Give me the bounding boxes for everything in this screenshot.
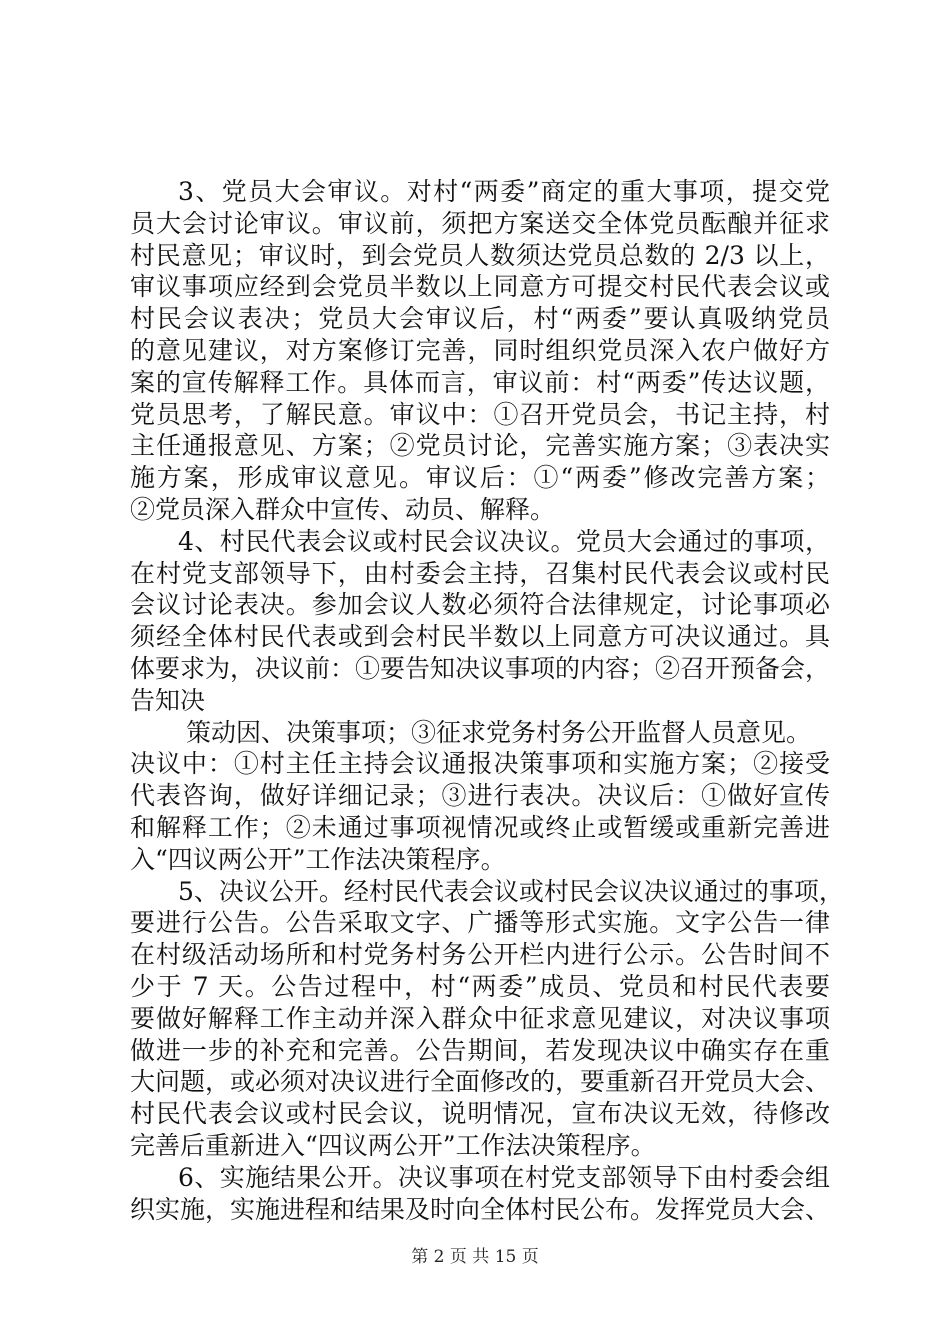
paragraph-line: 会议讨论表决。参加会议人数必须符合法律规定，讨论事项必 [130,590,830,620]
paragraph-line: 完善后重新进入“四议两公开”工作法决策程序。 [130,1130,656,1160]
paragraph-line: 织实施，实施进程和结果及时向全体村民公布。发挥党员大会、 [130,1194,831,1224]
paragraph-line: 要做好解释工作主动并深入群众中征求意见建议，对决议事项 [130,1003,830,1033]
paragraph-line: 要进行公告。公告采取文字、广播等形式实施。文字公告一律 [130,908,830,938]
paragraph-line: 在村级活动场所和村党务村务公开栏内进行公示。公告时间不 [130,940,830,970]
paragraph-line: 村民代表会议或村民会议，说明情况，宣布决议无效，待修改 [130,1099,830,1129]
paragraph-line: 大问题，或必须对决议进行全面修改的，要重新召开党员大会、 [130,1067,831,1097]
paragraph-line: 告知决 [130,685,206,715]
paragraph-line: 6、实施结果公开。决议事项在村党支部领导下由村委会组 [178,1162,830,1192]
paragraph-line: 5、决议公开。经村民代表会议或村民会议决议通过的事项， [178,876,844,906]
paragraph-line: 3、党员大会审议。对村“两委”商定的重大事项，提交党 [178,177,830,206]
paragraph-line: 的意见建议，对方案修订完善，同时组织党员深入农户做好方 [130,335,830,365]
paragraph-line: 村民会议表决；党员大会审议后，村“两委”要认真吸纳党员 [130,304,830,334]
paragraph-line: 少于 7 天。公告过程中，村“两委”成员、党员和村民代表要 [130,971,830,1001]
paragraph-line: 4、村民代表会议或村民会议决议。党员大会通过的事项， [178,526,830,556]
paragraph-line: 做进一步的补充和完善。公告期间，若发现决议中确实存在重 [130,1035,830,1065]
paragraph-line: 在村党支部领导下，由村委会主持，召集村民代表会议或村民 [130,558,830,588]
paragraph-line: 施方案，形成审议意见。审议后：①“两委”修改完善方案； [130,463,830,493]
paragraph-line: 主任通报意见、方案；②党员讨论，完善实施方案；③表决实 [130,431,830,461]
paragraph-line: 案的宣传解释工作。具体而言，审议前：村“两委”传达议题， [130,367,830,397]
paragraph-line: 和解释工作；②未通过事项视情况或终止或暂缓或重新完善进 [130,812,830,842]
paragraph-line: 审议事项应经到会党员半数以上同意方可提交村民代表会议或 [130,272,830,302]
paragraph-line: ②党员深入群众中宣传、动员、解释。 [130,494,556,524]
paragraph-line: 须经全体村民代表或到会村民半数以上同意方可决议通过。具 [130,622,830,652]
paragraph-line: 决议中：①村主任主持会议通报决策事项和实施方案；②接受 [130,749,830,779]
paragraph-line: 策动因、决策事项；③征求党务村务公开监督人员意见。 [186,717,812,747]
paragraph-line: 党员思考，了解民意。审议中：①召开党员会，书记主持，村 [130,399,830,429]
paragraph-line: 体要求为，决议前：①要告知决议事项的内容；②召开预备会， [130,653,831,683]
paragraph-line: 代表咨询，做好详细记录；③进行表决。决议后：①做好宣传 [130,781,830,811]
paragraph-line: 入“四议两公开”工作法决策程序。 [130,844,506,874]
paragraph-line: 村民意见；审议时，到会党员人数须达党员总数的 2/3 以上， [130,240,830,270]
paragraph-line: 员大会讨论审议。审议前，须把方案送交全体党员酝酿并征求 [130,208,830,238]
page-number-footer: 第 2 页 共 15 页 [411,1247,539,1267]
document-body [130,176,844,1225]
